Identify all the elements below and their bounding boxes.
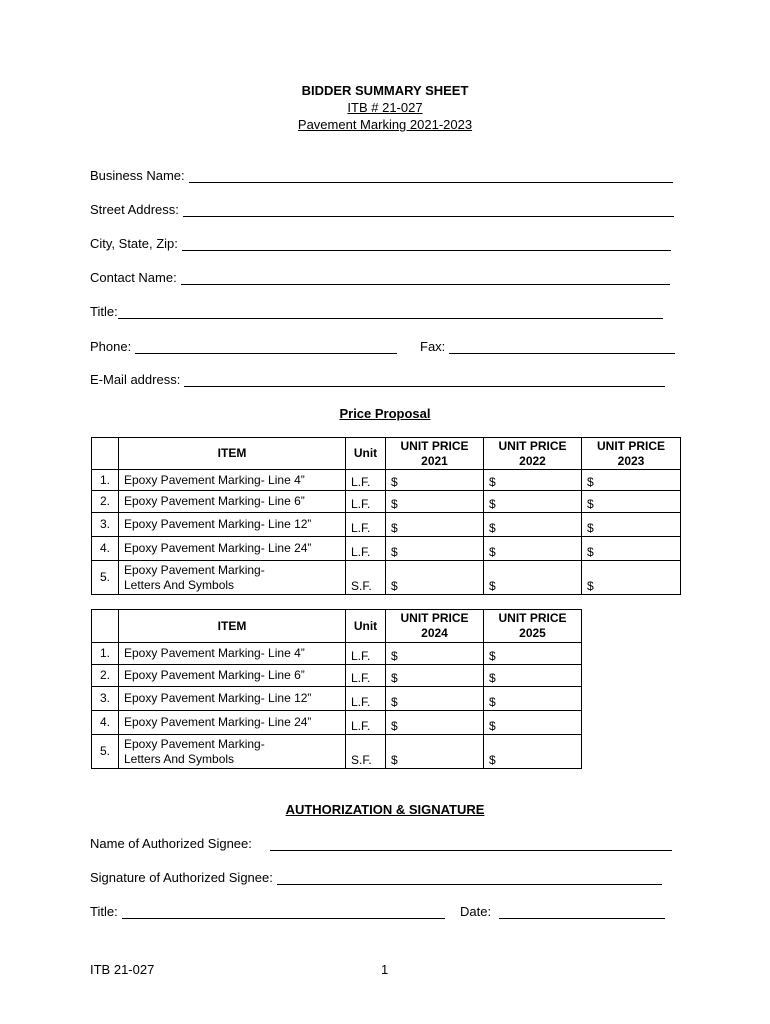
fax-label: Fax: [420, 339, 446, 354]
row-number: 5. [92, 561, 119, 595]
table-row [92, 537, 681, 561]
table-header-price-2025: UNIT PRICE 2025 [484, 610, 582, 643]
row-unit: S.F. [346, 561, 386, 595]
business-name-label: Business Name: [90, 168, 185, 183]
table-row [92, 643, 582, 665]
row-item-line1: Epoxy Pavement Marking- [124, 562, 265, 577]
price-proposal-heading: Price Proposal [339, 406, 431, 421]
fax-field[interactable] [420, 339, 675, 354]
auth-title-label: Title: [90, 904, 118, 919]
table-header-price-2022: UNIT PRICE 2022 [484, 438, 582, 470]
row-number: 1. [92, 643, 119, 665]
price-cell-2023[interactable]: $ [582, 537, 681, 561]
auth-title-blank[interactable] [122, 906, 445, 919]
table-header-price-2024: UNIT PRICE 2024 [386, 610, 484, 643]
date-label: Date: [460, 904, 492, 919]
row-item: Epoxy Pavement Marking- Line 24” [119, 537, 346, 561]
contact-name-label: Contact Name: [90, 270, 177, 285]
price-cell-2022[interactable]: $ [484, 513, 582, 537]
price-cell-2025[interactable]: $ [484, 711, 582, 735]
price-cell-2021[interactable]: $ [386, 470, 484, 491]
signee-name-label: Name of Authorized Signee: [90, 836, 252, 851]
row-item: Epoxy Pavement Marking- Line 6” [119, 665, 346, 687]
page-number: 1 [381, 962, 389, 977]
price-cell-2023[interactable]: $ [582, 561, 681, 595]
table-row [92, 711, 582, 735]
city-state-zip-blank[interactable] [182, 238, 671, 251]
price-cell-2025[interactable]: $ [484, 643, 582, 665]
row-number: 2. [92, 665, 119, 687]
price-cell-2024[interactable]: $ [386, 665, 484, 687]
price-cell-2023[interactable]: $ [582, 470, 681, 491]
business-name-field[interactable] [90, 168, 673, 183]
table-row [92, 561, 681, 595]
auth-title-field[interactable] [90, 904, 445, 919]
row-item [119, 561, 346, 595]
phone-label: Phone: [90, 339, 132, 354]
price-cell-2025[interactable]: $ [484, 665, 582, 687]
price-cell-2025[interactable]: $ [484, 687, 582, 711]
price-cell-2025[interactable]: $ [484, 735, 582, 769]
row-item-line2: Letters And Symbols [124, 751, 235, 766]
street-address-field[interactable] [90, 202, 674, 217]
row-unit: L.F. [346, 491, 386, 513]
row-number: 4. [92, 711, 119, 735]
table-header-num [92, 438, 119, 470]
row-unit: S.F. [346, 735, 386, 769]
table-header-num [92, 610, 119, 643]
itb-number: ITB # 21-027 [347, 100, 423, 115]
table-row [92, 687, 582, 711]
signee-signature-field[interactable] [90, 870, 662, 885]
table-header-price-2021: UNIT PRICE 2021 [386, 438, 484, 470]
project-name: Pavement Marking 2021-2023 [297, 117, 473, 132]
price-cell-2021[interactable]: $ [386, 537, 484, 561]
table-header-unit: Unit [346, 610, 386, 643]
row-number: 2. [92, 491, 119, 513]
authorization-heading: AUTHORIZATION & SIGNATURE [285, 802, 485, 817]
document-title: BIDDER SUMMARY SHEET [301, 83, 469, 98]
row-number: 3. [92, 513, 119, 537]
signee-signature-label: Signature of Authorized Signee: [90, 870, 273, 885]
table-header-unit: Unit [346, 438, 386, 470]
phone-blank[interactable] [135, 341, 397, 354]
row-item: Epoxy Pavement Marking- Line 4” [119, 643, 346, 665]
street-address-label: Street Address: [90, 202, 179, 217]
row-item: Epoxy Pavement Marking- Line 4” [119, 470, 346, 491]
price-cell-2023[interactable]: $ [582, 491, 681, 513]
email-blank[interactable] [184, 374, 665, 387]
table-header-row [92, 438, 681, 470]
row-item: Epoxy Pavement Marking- Line 12” [119, 687, 346, 711]
price-cell-2023[interactable]: $ [582, 513, 681, 537]
row-number: 4. [92, 537, 119, 561]
email-label: E-Mail address: [90, 372, 181, 387]
title-label: Title: [90, 304, 118, 319]
row-item-line2: Letters And Symbols [124, 577, 235, 592]
business-name-blank[interactable] [189, 170, 673, 183]
price-cell-2021[interactable]: $ [386, 561, 484, 595]
signee-name-blank[interactable] [270, 838, 672, 851]
fax-blank[interactable] [449, 341, 675, 354]
row-item: Epoxy Pavement Marking- Line 6” [119, 491, 346, 513]
row-item: Epoxy Pavement Marking- Line 24” [119, 711, 346, 735]
price-cell-2022[interactable]: $ [484, 537, 582, 561]
table-header-item: ITEM [119, 438, 346, 470]
row-number: 5. [92, 735, 119, 769]
row-unit: L.F. [346, 665, 386, 687]
title-blank[interactable] [118, 306, 663, 319]
contact-name-blank[interactable] [181, 272, 670, 285]
table-row [92, 735, 582, 769]
price-cell-2021[interactable]: $ [386, 491, 484, 513]
row-unit: L.F. [346, 687, 386, 711]
price-cell-2022[interactable]: $ [484, 561, 582, 595]
date-blank[interactable] [499, 906, 665, 919]
city-state-zip-field[interactable] [90, 236, 671, 251]
row-unit: L.F. [346, 537, 386, 561]
row-number: 3. [92, 687, 119, 711]
phone-field[interactable] [90, 339, 397, 354]
row-item [119, 735, 346, 769]
price-cell-2024[interactable]: $ [386, 643, 484, 665]
price-cell-2022[interactable]: $ [484, 491, 582, 513]
title-field[interactable] [90, 304, 663, 319]
table-row [92, 513, 681, 537]
row-unit: L.F. [346, 470, 386, 491]
row-unit: L.F. [346, 711, 386, 735]
table-header-row [92, 610, 582, 643]
table-header-price-2023: UNIT PRICE 2023 [582, 438, 681, 470]
table-row [92, 665, 582, 687]
table-row [92, 491, 681, 513]
price-table-2021-2023 [91, 437, 681, 595]
row-number: 1. [92, 470, 119, 491]
row-unit: L.F. [346, 643, 386, 665]
row-item: Epoxy Pavement Marking- Line 12” [119, 513, 346, 537]
street-address-blank[interactable] [183, 204, 674, 217]
price-table-2024-2025 [91, 609, 582, 769]
signee-name-field[interactable] [90, 836, 672, 851]
contact-name-field[interactable] [90, 270, 670, 285]
table-header-item: ITEM [119, 610, 346, 643]
email-field[interactable] [90, 372, 665, 387]
date-field[interactable] [460, 904, 665, 919]
price-cell-2021[interactable]: $ [386, 513, 484, 537]
row-item-line1: Epoxy Pavement Marking- [124, 736, 265, 751]
city-state-zip-label: City, State, Zip: [90, 236, 178, 251]
price-cell-2024[interactable]: $ [386, 687, 484, 711]
price-cell-2024[interactable]: $ [386, 735, 484, 769]
price-cell-2024[interactable]: $ [386, 711, 484, 735]
price-cell-2022[interactable]: $ [484, 470, 582, 491]
table-row [92, 470, 681, 491]
footer-itb: ITB 21-027 [90, 962, 155, 977]
signee-signature-blank[interactable] [277, 872, 662, 885]
row-unit: L.F. [346, 513, 386, 537]
